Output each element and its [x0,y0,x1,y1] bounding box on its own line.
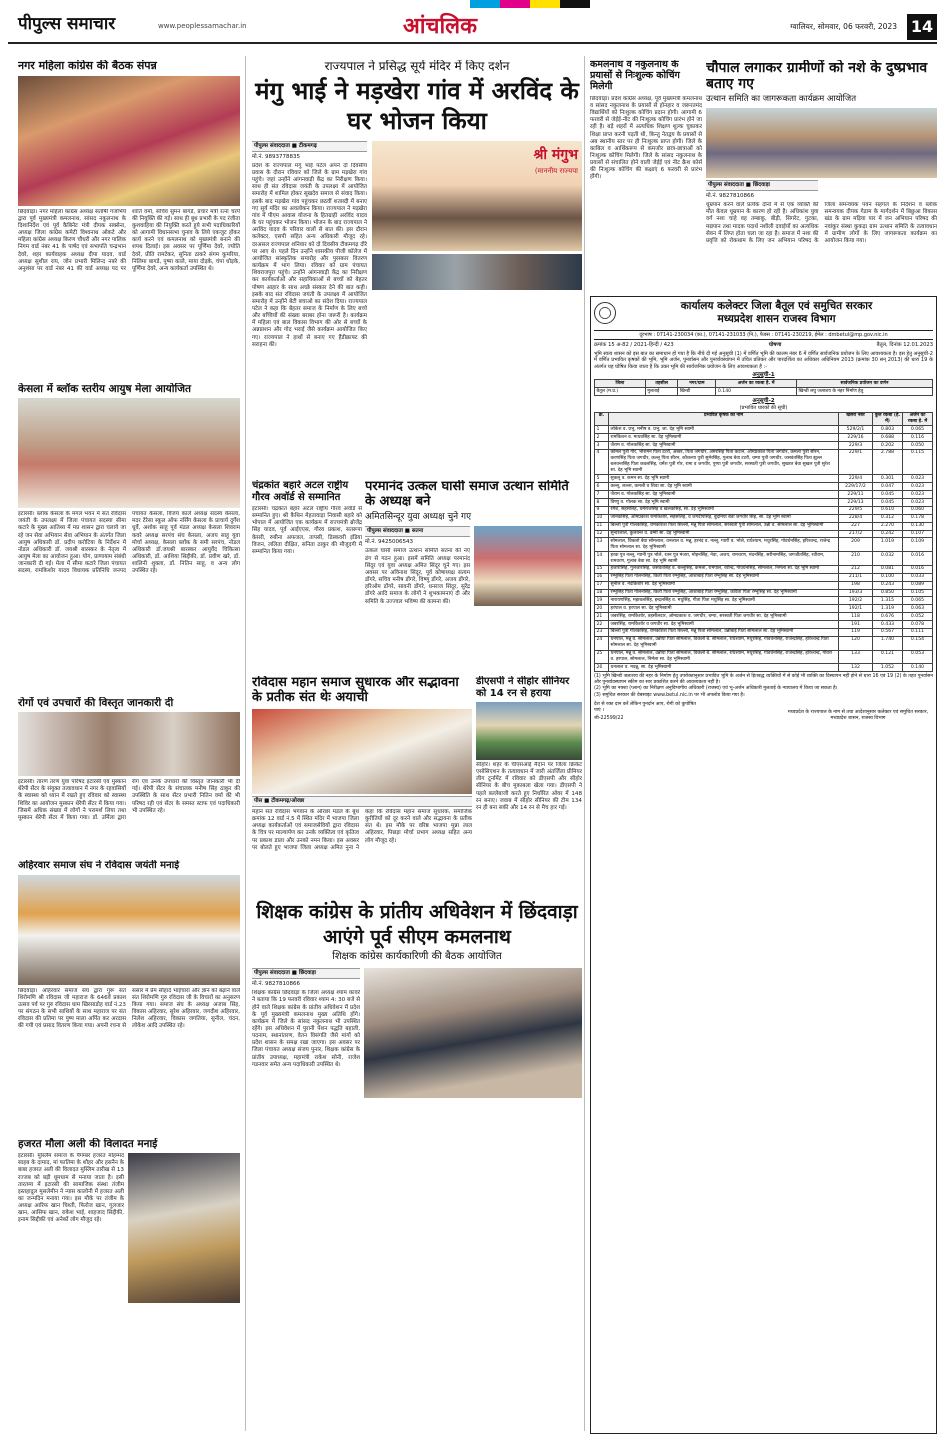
story-mahila-congress [18,60,240,380]
column-rule [245,56,246,1431]
notice-contacts: दूरभाष : 07141-230034 (का.), 07141-231033 (नि.), फैक्स : 07141-230219, ईमेल : dmbetul@mp.gov.nic.in [594,331,933,340]
table-cell: 23 [595,628,609,636]
headline: चंद्रकांत बहारे अटल राष्ट्रीय गौरव अवॉर्ड से सम्मानित [252,480,349,503]
table-cell: 6 [595,483,609,491]
table-cell: 0.610 [873,506,903,514]
headline: कमलनाथ व नकुलनाथ के प्रयासों से निःशुल्क कोचिंग मिलेगी [590,60,680,92]
story-teacher-congress [252,900,582,1435]
phone: मो.नं. 9827810866 [706,193,755,200]
table-cell: 229/17/2 [839,483,873,491]
subhead: शिक्षक कांग्रेस कार्यकारिणी की बैठक आयोजित [332,951,502,963]
table-header-cell: तहसील [645,380,678,388]
table-cell: रामकिशन व. माधवसिंह सा. देह भूमिस्वामी [609,434,839,442]
table-row [595,552,933,566]
table-cell: 1 [595,426,609,434]
notice-sign-right: मध्यप्रदेश के राज्यपाल के नाम से तथा आदेशानुसार कलेक्टर एवं समुचित सरकार, मध्यप्रदेश शासन, राजस्व विभाग [787,709,929,721]
table-cell: 119 [839,628,873,636]
table-cell: 24 [595,636,609,650]
photo-therapy-center [18,712,240,776]
table-cell: 0.109 [903,538,933,552]
table-cell: 0.060 [903,506,933,514]
table-cell: 0.063 [903,605,933,613]
headline: रोगों एवं उपचारों की विस्तृत जानकारी दी [18,697,174,709]
table-cell: बैतूल (म.प्र.) [595,388,646,396]
table-cell: विष्णु व. गोलक सा. देह भूमि स्वामी [609,499,839,507]
photo-procession [18,875,240,985]
table-cell: 0.567 [873,628,903,636]
notice-footnote-1: (1) भूमि खिन्डी जलाशय की नहर के निर्माण हेतु उपरोक्तानुसार प्रभावित भूमि के अर्जन से हितबद्ध व्यक्तियों में से कोई भी व्यक्ति का विस्थापन नहीं होने से धारा 16 एवं 19 (2) के तहत पुनर्वासन और पुनर्व्यवस्थापन स्कीम का सार प्रकाशित करने की आवश्यकता नहीं है। [594,674,933,686]
story-ravidas [252,676,582,894]
table-cell: 212 [839,565,873,573]
table-cell: जबरसिंह, रामकिशोर, तहसीलदार, ओमप्रकाश व. जगधीर, चम्पा, सरस्वती पिता जगधीर सा. देह भूमिस्वामी [609,613,839,621]
website-link[interactable]: www.peoplessamachar.in [158,22,247,30]
notice-sign-left: देश से रक्त दान करें लेकिन पुनर्दान आप, रोगी को कुपोषित पाएं । [594,701,696,713]
photo-crowd [372,254,582,290]
table-cell: 1.052 [873,664,903,672]
table-row [595,442,933,450]
table-cell: 1.740 [873,636,903,650]
table-row [595,522,933,530]
table-cell: जबरसिंह, रामकिशोर व जगधीर सा. देह भूमिस्वामी [609,621,839,629]
table-cell: हरक पुत्र नल्लू, ग्यानी पुत्र भोले, रतन पुत्र मंजरा, मोहनसिंह, नेवा, अजय, रामचरण, मंदनसिंह, सरीनामसिंह, जगजीतसिंह, रवीराम, रामवरण, गुलाब बेवा सा. देह भूमि स्वामी [609,552,839,566]
article-body: छिंदवाड़ा। अहिरवार समाज संघ द्वारा गुरू संत शिरोमणि श्री रविदास जी महाराज के 646वें प्रकाश उत्सव पर्व पर गुरु रविदास धाम खिरसाडोह वार्ड नं.23 पर संगठन के सभी साथियों के साथ महाराज पर संत रविदास की प्रतिमा पर पुष्प माला अर्पित कर अरदास की गयी एवं प्रसाद वितरण किया गया। अपनी रचना से संसार में प्रेम सौहार्द भाईचारा और ज्ञान को बढ़ाने वाले संत शिरोमणि गुरु रविदास जी के विचारों का अनुसरण किया गया। समाज संघ के अध्यक्ष अजाब सिंह, विकास अहिरवार, सुरेश अहिरवार, जगदीश अहिरवार, निलेश अहिरवार, विकास जगतिया, सुनील, चंदन, लोकेश आदि उपस्थित रहे। [18,987,240,1030]
photo-cricket [476,702,582,760]
story-ayush-mela [18,383,240,695]
table-cell: कोमल पुत्री गोर, भीरामन पिता टटरी, अब्बर, पिता जगधीर, अमरसिंह पिता कटान, ओमप्रकाश पिता जगधीर, कमला पुत्री सीरन, करणसिंह पिता जगधीर, कल्लू पिता सीरन, कौशल्या पुत्री सुमेरसिंह, गुलाब बेवा टटरी, चम्पा पुत्री जगधीर, जसवंतसिंह पिता झुल्ल बलवन्तसिंह पिता कवलसिंह, धर्मेश पुत्री गोर, रामा व जगधीर, पुष्पा पुत्री जगधीर, सरस्वती पुत्री जगधीर, सुखरत बेवा सुखल पुत्री सुरेश सा. देह भूमि स्वामी [609,449,839,475]
color-strip [0,0,945,8]
headline: डीएसपी ने सीहोर सीनियर को 14 रन से हराया [476,676,570,699]
table-cell: 2 [595,434,609,442]
article-body: प्रदेश के राज्यपाल मंगु भाई पटेल अपने दो दिवसीय प्रवास के दौरान रविवार को जिले के ग्राम मड़खेरा गांव पहुंचे। जहां उन्होंने आंगनवाड़ी केंद्र का निरीक्षण किया। साथ ही संत रविदास जयंती के उपलक्ष्य में आयोजित समारोह में शामिल होकर सूखदेव समाज से संवाद किया। इसके बाद मड़खेरा गांव पहुंचकर छठवीं शताब्दी में बनाए गए सूर्य मंदिर का अवलोकन किया। राज्यपाल ने मड़खेरा गांव में पीएम आवास योजना के हितग्राही अरविंद यादव के घर पहुंचकर भोजन किया। भोजन के बाद राज्यपाल ने अरविंद यादव के परिवार वालों से बात की। इस दौरान कलेक्टर, एसपी सहित अन्य अधिकारी मौजूद रहे। दरअसल राज्यपाल शनिवार को दो दिवसीय टीकमगढ़ दौरे पर आए थे। पहले दिन उन्होंने शासकीय पीजी कॉलेज में आयोजित सांस्कृतिक समारोह और पुरस्कार वितरण कार्यक्रम में भाग लिया। रविवार को ग्राम पंचायत शिवराजपुरा पहुंचे। उन्होंने आंगनवाड़ी केंद्र का निरीक्षण कर कार्यकर्ताओं और सहायिकाओं से बच्चों को बेहतर पोषण आहार के साथ अच्छे संस्कार देने की बात कही। इसके बाद संत रविदास जयंती के उपलक्ष्य में आयोजित समारोह में उन्होंने बेटी बचाओ का संदेश दिया। राज्यपाल पटेल ने कहा कि बेहतर समाज के निर्माण के लिए बच्चे और बच्चियों की संख्या बराबर होना जरूरी है। कार्यक्रम में महिला एवं बाल विकास विभाग की ओर से बच्चों के अन्नप्राशन और गोद भराई जैसे कार्यक्रम आयोजित किए गए। राज्यपाल ने हाथों से बनाए गए हैंडीक्राफ्ट की सराहना की। [252,162,367,348]
table-cell: 229/5 [839,506,873,514]
table-cell: 133 [839,650,873,664]
table-cell: नारायणसिंह, महाबलसिंह, इन्द्रलसिंह व. मधुसिंह, गीता पिता मधुसिंह सा. देह भूमिस्वामी [609,597,839,605]
table-cell: जानकसिंह, ओमप्रकाश रामकिशोर, सहसलिंह, व जगदीपसिंह, बुदनिया बेवा जगधीर सिंह, सा. देह भूमि स्वामी [609,514,839,522]
notice-office-2: मध्यप्रदेश शासन राजस्व विभाग [717,313,836,326]
table-cell: 3 [595,442,609,450]
table-cell: 2.270 [873,522,903,530]
story-hazrat-ali [18,1138,240,1433]
photo-ayush-group [18,398,240,508]
photo-teacher-meeting [364,968,582,1098]
table-cell: 0.850 [873,589,903,597]
table-row [595,650,933,664]
table-cell: लोकेश व. प्रभु, मनीष व. प्रभु, जा. देह भूमि स्वामी [609,426,839,434]
table-cell: 0.116 [903,434,933,442]
table-cell: 228/4 [839,514,873,522]
table-cell: 0.016 [903,565,933,573]
table-row [595,613,933,621]
table-cell: बिल्लो पुत्री गोलकसिंह, रामकशिश पिता सिल्ली, मन्नू पिता सोमलाल, उन्नीबाई पिता सोमलाल सा. देह भूमिस्वामी [609,628,839,636]
table-cell: 211/1 [839,573,873,581]
table-cell: 227 [839,522,873,530]
table-cell: हरपाल व. हरपाल सा. देह भूमिस्वामी [609,605,839,613]
table-header-cell: नगर/ग्राम [678,380,716,388]
article-body: शिक्षक कांग्रेस छिंदवाड़ा के जिला अध्यक्ष श्याम कावरे ने बताया कि 19 फरवरी रविवार श्याम 4: 30 बजे से होने वाले शिक्षक कांग्रेस के प्रांतीय अधिवेशन में प्रदेश के पूर्व मुख्यमंत्री कमलनाथ मुख्य अतिथि होंगे। कार्यक्रम में जिले के सांसद नकुलनाथ भी उपस्थित रहेंगे। इस अधिवेशन में पुरानी पेंशन पद्धति बहाली, पदनाम, स्थानांतरण, वेतन विसंगति जैसे मांगों को प्रदेश शासन के समक्ष रखा जाएगा। इस अवसर पर जिला पंचायत अध्यक्ष संजय पुनार, शिक्षक कांग्रेस के प्रांतीय उपाध्यक्ष, महामंत्री राकेश सोनी, राजेश गडनवार समेत अन्य पदाधिकारी उपस्थित थे। [252,990,360,1068]
headline: केसला में ब्लॉक स्तरीय आयुष मेला आयोजित [18,383,191,395]
schedule2-subtitle: (प्रभावित धारकों की सूची) [739,405,788,412]
table-cell: 192/1 [839,605,873,613]
notice-office: कार्यालय कलेक्टर जिला बैतूल एवं समुचित सरकार [680,300,873,312]
table-cell: 0.023 [903,499,933,507]
table-header-cell: खसरा नंबर [839,412,873,426]
table-cell: 0.045 [873,491,903,499]
table-row [595,589,933,597]
table-cell: 20 [595,605,609,613]
table-cell: हजारीसिंह, गुलजारसिंह, जसवंतसिंह व. बल्लूसिंह, कमला, रामपाल, रवीन्द्र, गोवर्धनसिंह, सोमलाल, निर्मला सा. देह भूमि स्वामी [609,565,839,573]
table-cell: 0.016 [903,552,933,566]
photo-samaj-meeting [474,526,582,606]
table-cell: 2.788 [873,449,903,475]
table-row [595,581,933,589]
table-cell: धनपाल, मन्नू व. सोमलाल, उन्नीया पिता सोमलाल, विकलो बे. सोमलाल, राधेश्याम, मथुरसिंह, गोवर्धनसिंह, राजेन्द्रसिंह, हरिश्चन्द्र पिता सोमलाल सा. देह भूमिस्वामी [609,636,839,650]
table-row [595,506,933,514]
table-cell: 0.107 [903,530,933,538]
table-cell: सुकलू व. कमन सा. देह भूमि स्वामी [609,475,839,483]
story-coaching [590,60,702,290]
table-row [595,475,933,483]
article-body: उत्कल घासी समाज उत्थान समिति सतना की नए ढंग से गठन हुआ। इसमें समिति अध्यक्ष परमानंद सिंदूर एवं युवा अध्यक्ष अमित सिंदूर चुने गए। इस अवसर पर अविनाश सिंदूर, पूर्व कोषाध्यक्ष सत्यम डोंगरे, सचिव मनीष डोंगरे, विष्णु डोंगरे, अजय डोंगरे, हरिओम डोंगरे, सावनी डोंगरे, धनराज सिंदूर, सुरेंद्र डोंगरे आदि समाज के लोगों ने शुभकामनाएं दी और समिति के उज्ज्वल भविष्य की कामना की। [365,548,470,605]
table-row [595,628,933,636]
table-cell: 209 [839,538,873,552]
table-cell: धनपाल, मन्नू व. सोमलाल, उन्नीया पिता सोमलाल, विकलो बे. सोमलाल, राधेश्याम, मथुरसिंह, गोवर्धनसिंह, राजेन्द्रसिंह, हरिश्चन्द्र, गोवरा व. हरपाल, सोमलाल, निर्मला सा. देह भूमिस्वामी [609,650,839,664]
schedule2-table [594,412,933,673]
dateline: ग्वालियर, सोमवार, 06 फरवरी, 2023 [790,22,897,31]
table-cell: 0.050 [903,442,933,450]
table-cell: 0.803 [873,426,903,434]
article-body: इटारसी। ब्लॉक केसला के मंगल भवन में संत रविदास जयंती के उपलक्ष्य में जिला पंचायत सदस्या सीमा कटारे के मुख्य आतिथ्य में मप्र शासन द्वारा चलाये जा रहे जन सेवा अभियान सेवा अभियान के अंतर्गत जिला आयुष अधिकारी डॉ. प्रदीप करोटिया के निर्देशन में नोडल अधिकारी डॉ. जयश्री बारस्कर के नेतृत्व में आयुष मेला का आयोजन हुआ। योग, प्राणायाम संबंधी जानकारी दी गई। मेला में सीमा कटारे जिला पंचायत सदस्य, रामकिशोर यादव विधायक प्रतिनिधि जनपद पंचायत केसला, विजय काले अध्यक्ष सदस्य केसला, मदर टेरेसा स्कूल ऑफ नर्सिंग केसला के प्राचार्य दुर्गेश धुर्वे, अशोक साहू पूर्व मंडल अध्यक्ष केसला शिवराम कवरे अध्यक्ष सरपंच संघ केसला, अजय साहू युवा मोर्चा अध्यक्ष, केसला ब्लॉक के समी सरपंच, नोडल अधिकारी डॉ.जयश्री बारस्कर आयुर्वेद चिकित्सा अधिकारी, डॉ. आशिया सिद्दीकी, डॉ. प्रवीण खरे, डॉ. शालिनी शुक्ला, डॉ. नितिन साहू, व अन्य लोग उपस्थित रहे। [18,511,240,575]
photo-governor-stage [372,141,582,251]
table-row [595,621,933,629]
table-cell: 118 [839,613,873,621]
table-cell: 0.033 [903,573,933,581]
notice-ghoshna: घोषणा [768,342,782,349]
page-number: 14 [907,14,937,40]
table-cell: 0.115 [903,449,933,475]
table-row [595,636,933,650]
table-cell: 0.312 [873,514,903,522]
table-cell: 26 [595,664,609,672]
table-cell: 5 [595,475,609,483]
story-chaupal [706,60,937,290]
table-cell: 11 [595,522,609,530]
table-cell: 0.100 [873,573,903,581]
table-cell: 12 [595,530,609,538]
table-header-cell: अर्जन का रकबा है. में [716,380,797,388]
notice-footnote-2: (2) भूमि का नक्शा (प्लान) का निरीक्षण अनुविभागीय अधिकारी (राजस्व) एवं भू-अर्जन अधिकारी मुलताई के न्यायालय में किया जा सकता है। [594,686,838,692]
notice-ref-date: बैतूल, दिनांक 12.01.2023 [876,342,933,349]
table-cell: 0.023 [903,475,933,483]
banner-subtext: (माननीय राज्यपा [534,166,578,175]
table-cell: 120 [839,636,873,650]
table-cell: 0.140 [716,388,797,396]
table-cell: 217/2 [839,530,873,538]
headline: नगर महिला कांग्रेस की बैठक संपन्न [18,60,157,72]
table-cell: 0.433 [873,621,903,629]
article-body: इटारसी। मुस्लिम समाज के पैगम्बर हजरत मोहम्मद साहब के दामाद, मां फातिमा के शौहर और हसनैन के बाबा हजरत अली की विलादत मुस्लिम तारीख से 13 रज्जब को बड़ी धूमधाम से मनाया जाता है। इसी तारतम्य में इटारसी की सामाजिक संस्था तंजीम इस्तहादुल मुसलेमीन ने न्यास कालोनी में हजरत अली का जन्मदिन मनाया गया। इस मौके पर तंजीम के अध्यक्ष आरिफ खान चिश्ती, फिरोज खान, गुलजार खान, आसिफ खान, राकेश भाई, शाहजाद सिद्दीकी, इनाम सिद्दीकी एवं अनेकों लोग मौजूद रहे। [18,1153,124,1224]
table-row [595,605,933,613]
story-paramanand [365,480,582,670]
table-cell: 1.019 [873,538,903,552]
article-body: इटारसी। चंद्रकांत बहारे अटल राष्ट्रीय गौरव अवॉर्ड से सम्मानित हुए। श्री कैथिन मेहतावाड़ा निवासी बहारे को भोपाल में आयोजित एक कार्यक्रम में राज्यमंत्री ब्रोजेंद्र सिंह यादव, पूर्व आईएएस, गौरव प्रकाश, सतरूपा केसरी, रुबीना अफजल, तापसी, डिस्कवरी इंडिया विजन, ललिता दीक्षित, सनिता ठाकुर की मौजूदगी में सम्मानित किया गया। [252,506,362,555]
lead-headline: मंगु भाई ने मड़खेरा गांव में अरविंद के घर भोजन किया [255,76,579,135]
table-cell: 8 [595,499,609,507]
table-header-cell: जिला [595,380,646,388]
table-cell: 0.052 [903,613,933,621]
table-row [595,449,933,475]
story-health-camp [18,697,240,857]
table-cell: 15 [595,565,609,573]
byline: पीस ■ टीकमगढ़/ओरछा [252,796,472,807]
photo-group-women [18,76,240,206]
table-cell: 229/13 [839,499,873,507]
table-header-cell: कुल रकबा (हे. में) [873,412,903,426]
table-cell: रम्भूसिंह पिता गोलनसिंह, किर्ती पिता रम्भूसिंह, आशाबाई पिता रम्भूसिंह, कविता पिता रम्भूसिंह सा. देह भूमिस्वामी [609,589,839,597]
table-cell: खिन्डी लघु जलाशय के नहर निर्माण हेतु [796,388,932,396]
table-cell: जैराम व. गोलकसिंह सा. देह भूमिस्वामी [609,442,839,450]
table-row [595,388,933,396]
headline: रविदास महान समाज सुधारक और सद्भावना के प्रतीक संत थेः अयाची [252,676,459,705]
table-row [595,499,933,507]
table-cell: 229/4 [839,475,873,483]
article-body: छिंदवाड़ा। प्रदेश कांग्रेस अध्यक्ष, पूर्व मुख्यमंत्री कमलनाथ व सांसद नकुलनाथ के प्रयासों से होनहार व जरूरतमंद विद्यार्थियों को निःशुल्क कोचिंग प्रदान होगी। आगामी 6 फरवरी से जेईई-नीट की निःशुल्क कोचिंग प्रारंभ होने जा रही है। बड़े शहरों में अत्यधिक शिक्षण शुल्क चुकाकर शिक्षा प्राप्त करनी पड़ती थी, किन्तु नेतद्वय के प्रयासों से अब स्थानीय स्तर पर ही निःशुल्क प्राप्त होगी। जिले के काबिल व आर्थिकरूप से कमजोर छात्र-छात्राओं को निःशुल्क कोचिंग मिलेगी। जिले के सांसद नकुलनाथ के प्रयासों से संचालित होने वाली जेईई एवं नीट क्रैश कोर्स की निःशुल्क कोचिंग की कक्षाएं 6 फरवरी से प्रारंभ होंगी। [590,95,702,181]
banner-text: श्री मंगुभ [533,146,578,163]
notice-ref-no: क्रमांक 15 अ-82 / 2021-हिन्दी / 423 [594,342,674,349]
photo-chaupal [706,108,937,178]
table-cell: सुनील व. नंदकिशोर सा. देह भूमिस्वामी [609,581,839,589]
section-title-a: आंच [403,13,440,39]
notice-intro: भूमि स्वत्व शासन को इस बात का समाधान हो गया है कि नीचे दी गई अनुसूची (1) में वर्णित भूमि की कालम नंबर 6 में वर्णित सार्वजनिक प्रयोजन के लिए आवश्यकता है। इस हेतु अनुसूची-2 में वर्णित प्रभावित कृषकों की भूमि, भूमि अर्जन, पुनर्वासन और पुनर्व्यवस्थापन में उचित प्रतिकर और पारदर्शिता का अधिकार अधिनियम 2013 (क्रमांक 30 सन् 2013) की धारा 19 के अंतर्गत यह घोषित किया जाता है कि उक्त भूमि की सार्वजनिक प्रयोजन के लिए आवश्यकता है :- [594,350,933,370]
phone: मो.नं. 9893778835 [252,153,301,160]
article-body: छिंदवाड़ा। नगर महिला कांग्रेस अध्यक्ष संतोषी गजभिये द्वारा पूर्व मुख्यमंत्री कमलनाथ, सांसद नकुलनाथ के दिशानिर्देश एवं पूर्व कैबिनेट मंत्री दीपक सक्सेना, अध्यक्ष जिला कांग्रेस कमेटी विश्वनाथ ओकटे और महिला कांग्रेस अध्यक्ष किरण चौधरी और नगर पालिक निगम वार्ड नंबर 41 के पार्षद एवं सभापति चन्द्रभान देवरे, शहर कार्यवाहक अध्यक्ष दीपा यादव, वार्ड अध्यक्ष सुशील राय, जोन प्रभारी मिलिन्द नबरे की अनुशंसा पर वार्ड नंबर 41 की वार्ड अध्यक्ष पद पर शांति वर्मा, सचिव सुमन बागडे, प्रचार मंत्री रत्ना चरपे की नियुक्ति की गई। साथ ही बूथ प्रभारी के पद रंजीता कुशवाहिया की नियुक्ति करते हुये सभी पदाधिकारियों को आगामी विधानसभा चुनाव के लिये एकजुट होकर कार्य करने एवं कमलनाथ को मुख्यमंत्री बनाने की शपथ दिलाई। इस अवसर पर पूर्णिमा देवरे, ज्योति देवरे, प्रीति रामटेकर, सुनिता ठाकरे संगम कुमरिया, निलिमा बागडे, पुष्पा काले, माया दोड़के, चंपा धोड़के, पूर्णिमा देवरे, अन्य कार्यकर्ता उपस्थित थे। [18,208,240,272]
headline: अहिरवार समाज संघ ने रविदास जयंती मनाई [18,860,180,871]
table-row [595,491,933,499]
table-cell: 13 [595,538,609,552]
table-row [595,530,933,538]
table-cell: रम्भूसिंह पिता गोलनसिंह, किर्ती पिता रम्भूसिंह, आशाबाई पिता रम्भूसिंह सा. देह भूमिस्वामी [609,573,839,581]
byline: पीपुल्स संवाददाता ■ छिंदवाड़ा [252,968,360,979]
table-cell: 0.154 [903,636,933,650]
table-cell: 21 [595,613,609,621]
table-cell: 229/1 [839,449,873,475]
table-row [595,664,933,672]
table-row [595,565,933,573]
table-cell: 0.023 [903,491,933,499]
notice-ji-no: जी-22599/22 [594,715,624,721]
table-cell: 0.078 [903,621,933,629]
table-cell: 0.178 [903,514,933,522]
table-cell: 0.047 [873,483,903,491]
table-cell: 0.301 [873,475,903,483]
article-body: इटारसी। तारण तरण युवा परिषद इटारसी एवं मुस्कान थेरेपी सेंटर के संयुक्त तत्वावधान में नगर के रहवासियों के स्वास्थ्य को ध्यान में रखते हुए रविवार को स्वास्थ्य शिविर का आयोजन मुस्कान थेरेपी सेंटर में किया गया। जिसमें अधिक संख्या में लोगों ने परामर्श लिया तथा मुस्कान थेरेपी सेंटर में किया गया। डॉ. उर्मिला द्वारा रोग एवं उनके उपचारों की विस्तृत जानकारी भी दी गई। थेरेपी सेंटर के संचालक मनीष सिंह ठाकुर की उपस्थिति के साथ सेंटर प्रभारी नितिन वर्मा की भी परिषद रही एवं सेंटर के समस्त स्टाफ एवं पदाधिकारी भी उपस्थित रहे। [18,779,240,821]
story-ahirwar-samaj [18,860,240,1135]
table-row [595,597,933,605]
table-cell: 229/3 [839,442,873,450]
table-cell: 25 [595,650,609,664]
phone: मो.नं. 9827810866 [252,981,301,988]
table-cell: 18 [595,589,609,597]
table-cell: जैराम व. गोलकसिंह सा. देह भूमिस्वामी [609,491,839,499]
table-cell: 193/3 [839,589,873,597]
table-cell: 0.140 [903,664,933,672]
table-cell: 19 [595,597,609,605]
table-row [595,426,933,434]
table-cell: 132 [839,664,873,672]
table-cell: 0.045 [873,499,903,507]
emblem-icon [594,302,616,324]
story-governor [252,60,582,490]
subhead: उत्थान समिति का जागरूकता कार्यक्रम आयोजित [706,94,857,105]
table-cell: 229/16 [839,434,873,442]
table-cell: 529/2/1 [839,426,873,434]
table-cell: 192/2 [839,597,873,605]
newspaper-logo: पीपुल्स समाचार [18,14,116,34]
table-cell: 0.065 [903,426,933,434]
table-header-cell: सार्वजनिक प्रयोजन का वर्णन [796,380,932,388]
table-cell: 0.089 [903,581,933,589]
table-row [595,514,933,522]
table-cell: 1.319 [873,605,903,613]
table-cell: 22 [595,621,609,629]
table-cell: धनलाल व. मदन्नू, सा. देह भूमिस्वामी [609,664,839,672]
table-cell: 1.315 [873,597,903,605]
table-row [595,434,933,442]
table-cell: 0.032 [873,552,903,566]
table-cell: 0.688 [873,434,903,442]
table-cell: 17 [595,581,609,589]
table-cell: 0.111 [903,628,933,636]
table-row [595,538,933,552]
photo-celebration [128,1153,240,1303]
column-rule [584,56,585,1431]
table-cell: 9 [595,506,609,514]
phone: मो.नं. 9425006543 [365,539,414,546]
section-title [403,12,477,40]
article-body: सीहोर। शहर के चीएसआई मैदान पर जिला क्रिकेट एसोसिएशन के तत्वावधान में जारी अंतर्जिला प्रीमियर लीग टूर्नामेंट में रविवार को डीएसपी और सीहोर सीनियर के बीच मुकाबला खेला गया। डीएसपी ने पहले बल्लेबाजी करते हुए निर्धारित ओवर में 148 रन बनाए। जवाब में सीहोर सीनियर की टीम 134 रन ही बना सकी और 14 रन से मैच हार गई। [476,762,582,811]
table-cell: 0.242 [873,530,903,538]
table-cell: 14 [595,552,609,566]
article-body: महान संत रविदास भगवान के ओरछा मंडल के बूथ क्रमांक 12 वार्ड नं.5 में स्थित मंदिर में भाजपा जिला अध्यक्ष कार्यकर्ताओं एवं समाजसेवियों द्वारा रविदास के चित्र पर माल्यार्पण कर उनके व्यक्तित्व एवं कृतित्व पर प्रकाश डाला और उनको नमन किया। इस अवसर पर बोलते हुए भाजपा जिला अध्यक्ष अमित नुना ने कहा कि रविदास महान समाज सुधारक, समाजिक कुरीतियों को दूर करने वाले और सद्भावना के प्रतीक संत थे। इस मौके पर वरिष्ठ भाजपा मुन्ना लाल अहिरवार, पिछड़ा मोर्चा प्रभाग अध्यक्ष सहित अन्य लोग मौजूद रहे। [252,808,472,851]
table-cell: 0.081 [873,565,903,573]
table-cell: 210 [839,552,873,566]
table-row [595,573,933,581]
table-cell: 0.676 [873,613,903,621]
table-cell: 0.121 [873,650,903,664]
headline: हजरत मौला अली की विलादत मनाई [18,1138,158,1150]
table-cell: सोमलाल, विकलो बेवा सोमलाल, धनलाल व. मन्नू, हरनंद व. नल्लू, ग्यारी व. भोले, राधेश्याम, मथुरसिंह, गोवर्धनसिंह, हरिश्चन्द्र, राजेन्द्र पिता सोमलाल सा. देह भूमिस्वामी [609,538,839,552]
notice-footnote-3: (3) समुचित सरकार की वेबसाइट www.betul.nic.in पर भी अपलोड किया गया है। [594,692,745,698]
headline: शिक्षक कांग्रेस के प्रांतीय अधिवेशन में छिंदवाड़ा आएंगे पूर्व सीएम कमलनाथ [256,901,578,948]
headline: चौपाल लगाकर ग्रामीणों को नशे के दुष्प्रभाव बताए गए [706,60,928,93]
table-cell: 0.053 [903,650,933,664]
section-title-b: लिक [439,13,477,39]
table-cell: 16 [595,573,609,581]
table-cell: कल्लू, लल्ला, कमली व शिवा सा. देह भूमि स्वामी [609,483,839,491]
table-cell: बिल्लो पुत्री गोलकसिंह, रामकशिश पिता सिल्ली, मन्नू पिता सोमलाल, सरस्वती पुत्री सोमलाल, उन्नी व. सोमलाल सा. देह भूमिस्वामी [609,522,839,530]
masthead [8,12,937,44]
table-header-cell: क्र. [595,412,609,426]
table-cell: सुन्दरलाल, कुलवन्त व. ढम्मी सा. देह भूमिस्वामी [609,530,839,538]
table-cell: 0.130 [903,522,933,530]
schedule2-title: अनुसूची-2 [752,398,775,404]
table-cell: 4 [595,449,609,475]
table-cell: 0.243 [873,581,903,589]
subhead: अमितसिन्दूर युवा अध्यक्ष चुने गए [365,511,472,522]
table-cell: 7 [595,491,609,499]
table-cell: 198 [839,581,873,589]
table-header-cell: अर्जन का रकबा हे. में [903,412,933,426]
table-cell: 0.065 [903,597,933,605]
schedule1-title: अनुसूची-1 [752,372,775,379]
table-cell: 0.023 [903,483,933,491]
table-cell: 0.202 [873,442,903,450]
table-cell: 191 [839,621,873,629]
article-body: धूम्रपान करने वाले प्रत्येक दोनों में से एक व्यक्ति की मौत केवल धूम्रपान के कारण हो रही है। अधिकांश युवा वर्ग नशा चाहे वह तम्बाकू, बीड़ी, सिगरेट, गुटका, मद्यपान तथा मादक पदार्थ नशीली दवाईयों का अत्यधिक सेवन में लिप्त होता चला जा रहा है। समाज में नशा की प्रवृत्ति को रोकथाम के लिए जन अभियान परिषद के जिला समन्वयक पवन सहगल के निर्देशन व ब्लॉक समन्वयक दीपक गेडाम के मार्गदर्शन में बिछुआ विकास खंड के ग्राम मड़िया पार में जन अभियान परिषद की नवांकुर संस्था कुकड़ा ग्राम उत्थान समिति के तत्वावधान में ग्रामीण लोगों के लिए जागरूकता कार्यक्रम का आयोजन किया गया। [706,202,937,244]
byline: पीपुल्स संवाददाता ■ सतना [365,526,470,537]
govt-notice [590,296,937,1434]
schedule1-table [594,379,933,396]
table-header-cell: प्रभावित कृषक का नाम [609,412,839,426]
table-cell: खिन्डी [678,388,716,396]
kicker: राज्यपाल ने प्रसिद्ध सूर्य मंदिर में किए दर्शन [324,60,510,73]
byline: पीपुल्स संवाददाता ■ टीकमगढ़ [252,141,367,152]
headline: परमानंद उत्कल घासी समाज उत्थान समिति के अध्यक्ष बने [365,480,569,509]
table-cell: 0.105 [903,589,933,597]
photo-ravidas-tribute [252,709,472,794]
table-cell: 229/11 [839,491,873,499]
byline: पीपुल्स संवाददाता ■ छिंदवाड़ा [706,180,818,191]
table-row [595,483,933,491]
table-cell: मुलताई [645,388,678,396]
table-cell: रमेश, सहसलिंह, धर्मराजसिंह व खलकसिंह, सा. देह भूमिस्वामी [609,506,839,514]
table-cell: 10 [595,514,609,522]
story-chandrakant [252,480,362,650]
